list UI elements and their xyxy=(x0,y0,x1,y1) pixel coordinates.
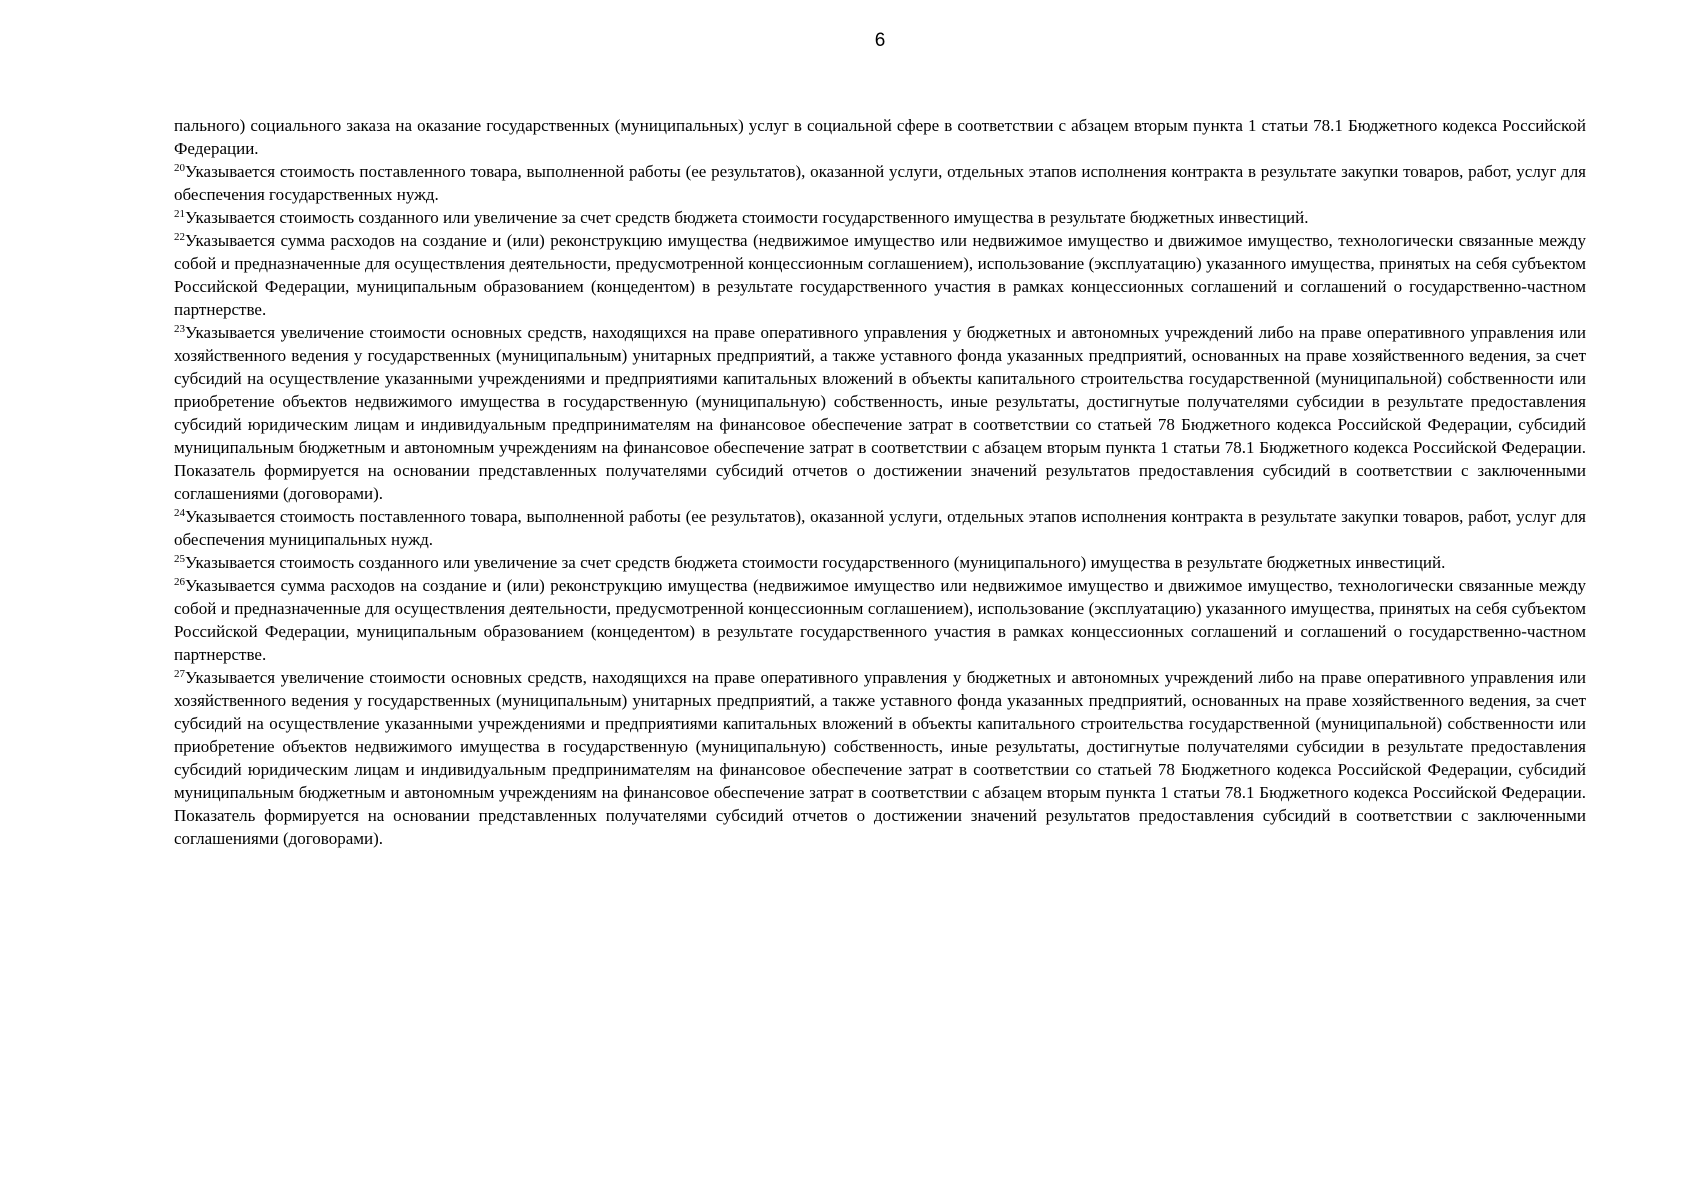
page-number: 6 xyxy=(874,30,886,51)
footnote-text: Указывается стоимость поставленного товара, выполненной работы (ее результатов), оказанной услуги, отдельных этапов исполнения контракта в результате закупки товаров, работ, услуг для обеспечения муниципальных нужд. xyxy=(174,507,1586,549)
footnote-text: Указывается сумма расходов на создание и (или) реконструкцию имущества (недвижимое имущество или недвижимое имущество и движимое имущество, технологически связанные между собой и предназначенные для осуществления деятельности, предусмотренной концессионным соглашением), использование (эксплуатацию) указанного имущества, принятых на себя субъектом Российской Федерации, муниципальным образованием (концедентом) в результате государственного участия в рамках концессионных соглашений и соглашений о государственно-частном партнерстве. xyxy=(174,231,1586,319)
footnote-marker: 25 xyxy=(174,553,185,565)
footnotes-block xyxy=(174,114,1586,850)
footnote-text: Указывается стоимость поставленного товара, выполненной работы (ее результатов), оказанной услуги, отдельных этапов исполнения контракта в результате закупки товаров, работ, услуг для обеспечения государственных нужд. xyxy=(174,162,1586,204)
footnote-marker: 24 xyxy=(174,507,185,519)
footnote-26 xyxy=(174,574,1586,666)
footnote-marker: 23 xyxy=(174,323,185,335)
footnote-text: Указывается сумма расходов на создание и (или) реконструкцию имущества (недвижимое имущество или недвижимое имущество и движимое имущество, технологически связанные между собой и предназначенные для осуществления деятельности, предусмотренной концессионным соглашением), использование (эксплуатацию) указанного имущества, принятых на себя субъектом Российской Федерации, муниципальным образованием (концедентом) в результате государственного участия в рамках концессионных соглашений и соглашений о государственно-частном партнерстве. xyxy=(174,576,1586,664)
footnote-20 xyxy=(174,160,1586,206)
footnote-continuation xyxy=(174,114,1586,160)
footnote-text: Указывается стоимость созданного или увеличение за счет средств бюджета стоимости государственного имущества в результате бюджетных инвестиций. xyxy=(185,208,1309,227)
footnote-text: Указывается увеличение стоимости основных средств, находящихся на праве оперативного управления у бюджетных и автономных учреждений либо на праве оперативного управления или хозяйственного ведения у государственных (муниципальным) унитарных предприятий, а также уставного фонда указанных предприятий, основанных на праве хозяйственного ведения, за счет субсидий на осуществление указанными учреждениями и предприятиями капитальных вложений в объекты капитального строительства государственной (муниципальной) собственности или приобретение объектов недвижимого имущества в государственную (муниципальную) собственность, иные результаты, достигнутые получателями субсидии в результате предоставления субсидий юридическим лицам и индивидуальным предпринимателям на финансовое обеспечение затрат в соответствии со статьей 78 Бюджетного кодекса Российской Федерации, субсидий муниципальным бюджетным и автономным учреждениям на финансовое обеспечение затрат в соответствии с абзацем вторым пункта 1 статьи 78.1 Бюджетного кодекса Российской Федерации. Показатель формируется на основании представленных получателями субсидий отчетов о достижении значений результатов предоставления субсидий в соответствии с заключенными соглашениями (договорами). xyxy=(174,323,1586,503)
footnote-marker: 22 xyxy=(174,231,185,243)
footnote-25 xyxy=(174,551,1586,574)
footnote-marker: 26 xyxy=(174,576,185,588)
footnote-marker: 20 xyxy=(174,162,185,174)
footnote-27 xyxy=(174,666,1586,850)
footnote-text: Указывается увеличение стоимости основных средств, находящихся на праве оперативного управления у бюджетных и автономных учреждений либо на праве оперативного управления или хозяйственного ведения у государственных (муниципальным) унитарных предприятий, а также уставного фонда указанных предприятий, основанных на праве хозяйственного ведения, за счет субсидий на осуществление указанными учреждениями и предприятиями капитальных вложений в объекты капитального строительства государственной (муниципальной) собственности или приобретение объектов недвижимого имущества в государственную (муниципальную) собственность, иные результаты, достигнутые получателями субсидии в результате предоставления субсидий юридическим лицам и индивидуальным предпринимателям на финансовое обеспечение затрат в соответствии со статьей 78 Бюджетного кодекса Российской Федерации, субсидий муниципальным бюджетным и автономным учреждениям на финансовое обеспечение затрат в соответствии с абзацем вторым пункта 1 статьи 78.1 Бюджетного кодекса Российской Федерации. Показатель формируется на основании представленных получателями субсидий отчетов о достижении значений результатов предоставления субсидий в соответствии с заключенными соглашениями (договорами). xyxy=(174,668,1586,848)
footnote-text: пального) социального заказа на оказание государственных (муниципальных) услуг в социальной сфере в соответствии с абзацем вторым пункта 1 статьи 78.1 Бюджетного кодекса Российской Федерации. xyxy=(174,116,1586,158)
footnote-text: Указывается стоимость созданного или увеличение за счет средств бюджета стоимости государственного (муниципального) имущества в результате бюджетных инвестиций. xyxy=(185,553,1446,572)
footnote-marker: 27 xyxy=(174,668,185,680)
footnote-23 xyxy=(174,321,1586,505)
footnote-21 xyxy=(174,206,1586,229)
footnote-22 xyxy=(174,229,1586,321)
footnote-marker: 21 xyxy=(174,208,185,220)
footnote-24 xyxy=(174,505,1586,551)
